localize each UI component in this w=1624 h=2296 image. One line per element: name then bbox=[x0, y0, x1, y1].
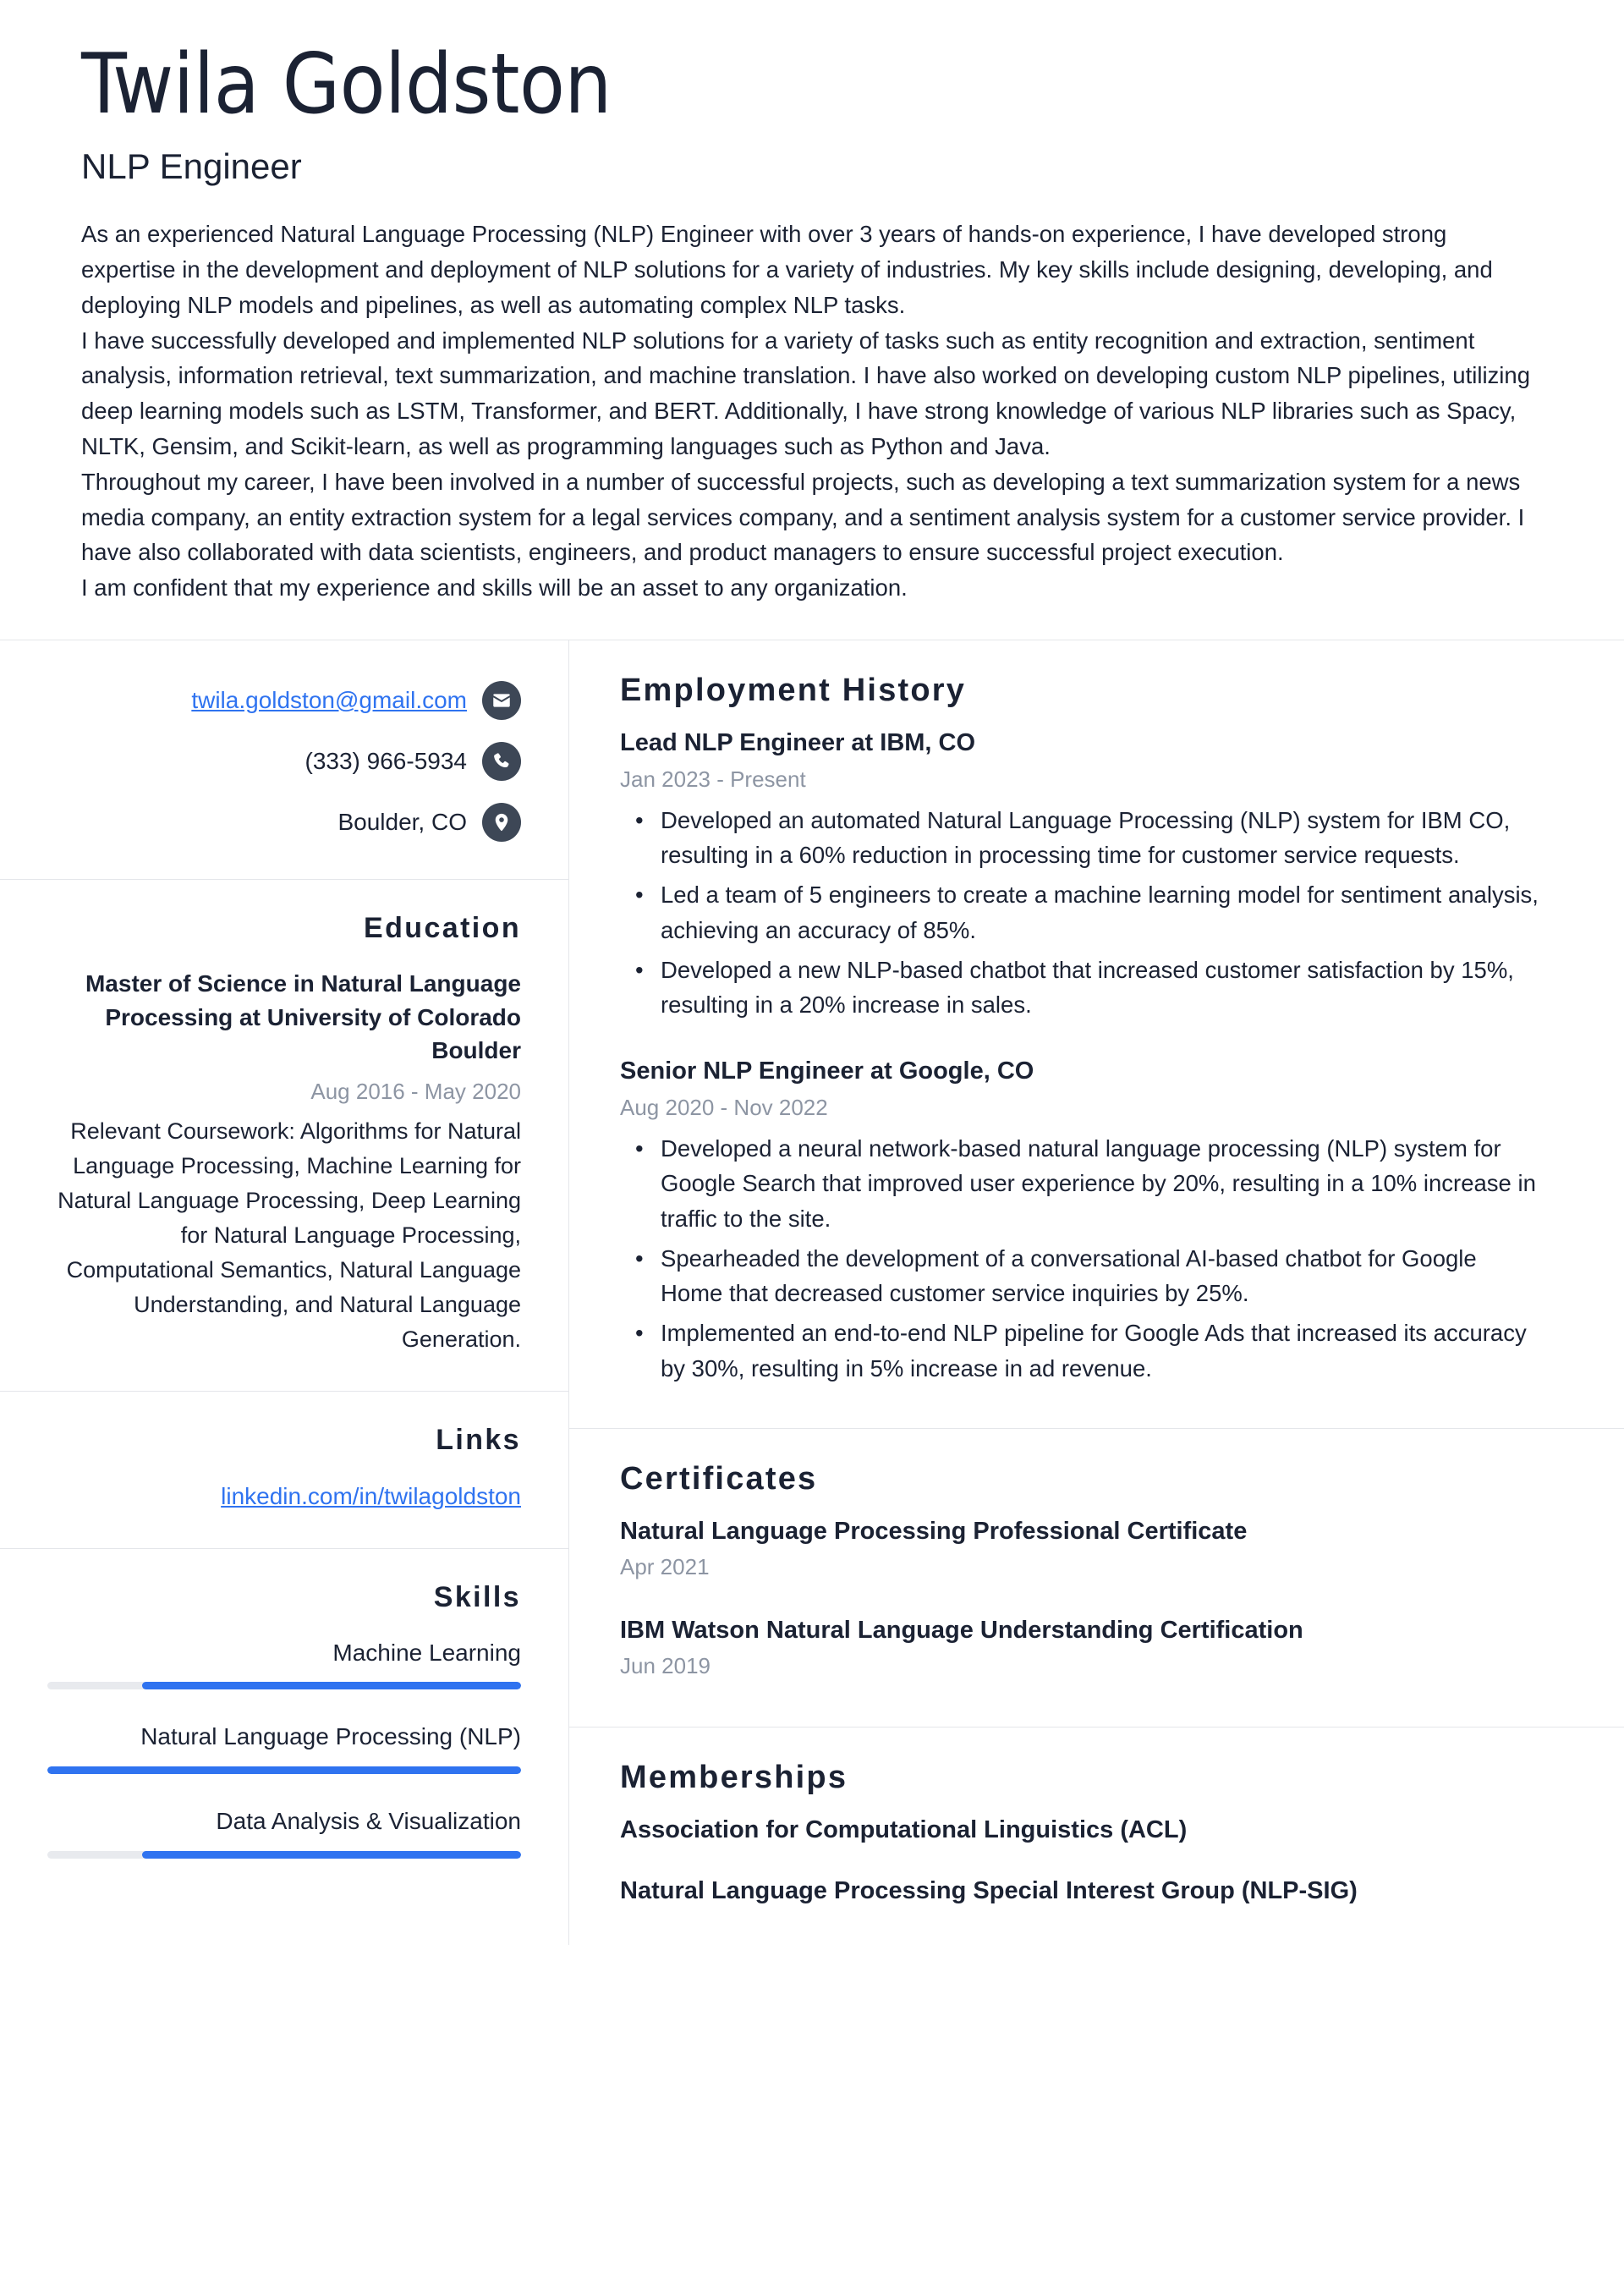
employment-entries bbox=[620, 728, 1543, 1386]
education-entry bbox=[47, 967, 521, 1357]
skill-label: Data Analysis & Visualization bbox=[216, 1808, 521, 1835]
skill-progress-bar bbox=[47, 1682, 521, 1689]
certificate-title: Natural Language Processing Professional Certificate bbox=[620, 1517, 1248, 1545]
skill-progress-fill bbox=[142, 1682, 521, 1689]
skill-item bbox=[47, 1636, 521, 1690]
profile-link[interactable]: linkedin.com/in/twilagoldston bbox=[221, 1482, 521, 1509]
skill-label: Machine Learning bbox=[332, 1639, 521, 1666]
contact-item bbox=[47, 803, 521, 842]
links-section bbox=[0, 1391, 568, 1548]
job-title: NLP Engineer bbox=[81, 146, 302, 186]
membership-entry: Association for Computational Linguistics (ACL) bbox=[620, 1816, 1188, 1844]
summary-paragraph: I am confident that my experience and skills will be an asset to any organization. bbox=[81, 574, 908, 601]
certificates-section bbox=[569, 1428, 1624, 1727]
summary-paragraph: I have successfully developed and implemented NLP solutions for a variety of tasks such as entity recognition and extraction, sentiment analysis, information retrieval, text summarization, and machine translation. I have also worked on developing custom NLP pipelines, utilizing deep learning models such as LSTM, Transformer, and BERT. Additionally, I have strong knowledge of various NLP libraries such as Spacy, NLTK, Gensim, and Scikit-learn, as well as programming languages such as Python and Java. bbox=[81, 327, 1531, 459]
summary-paragraph: As an experienced Natural Language Processing (NLP) Engineer with over 3 years of hands-on experience, I have developed strong expertise in the development and deployment of NLP solutions for a variety of industries. My key skills include designing, developing, and deploying NLP models and pipelines, as well as automating complex NLP tasks. bbox=[81, 221, 1493, 318]
list-item: • Developed a new NLP-based chatbot that increased customer satisfaction by 15%, resulting in a 20% increase in sales. bbox=[661, 953, 1543, 1023]
education-heading: Education bbox=[364, 911, 521, 944]
list-item: • Led a team of 5 engineers to create a machine learning model for sentiment analysis, achieving an accuracy of 85%. bbox=[661, 877, 1543, 948]
contact-section bbox=[0, 640, 568, 879]
skill-item bbox=[47, 1804, 521, 1859]
skill-progress-bar bbox=[47, 1766, 521, 1774]
employment-bullet-list bbox=[620, 803, 1543, 1023]
skill-progress-bar bbox=[47, 1851, 521, 1859]
contact-item bbox=[47, 742, 521, 781]
skill-progress-fill bbox=[47, 1766, 521, 1774]
membership-entries bbox=[620, 1815, 1543, 1907]
main-content bbox=[569, 640, 1624, 1945]
employment-title: Senior NLP Engineer at Google, CO bbox=[620, 1057, 1034, 1085]
skills-list bbox=[47, 1636, 521, 1859]
email-icon bbox=[482, 681, 521, 720]
contact-list bbox=[47, 673, 521, 842]
membership-entry: Natural Language Processing Special Interest Group (NLP-SIG) bbox=[620, 1877, 1358, 1905]
links-list bbox=[47, 1479, 521, 1514]
education-section bbox=[0, 879, 568, 1391]
skills-heading: Skills bbox=[433, 1580, 521, 1613]
education-description: Relevant Coursework: Algorithms for Natural Language Processing, Machine Learning for Natural Language Processing, Deep Learning for Natural Language Processing, Computational Semantics, Natural Language Understanding, and Natural Language Generation. bbox=[58, 1118, 521, 1352]
employment-entry bbox=[620, 1056, 1543, 1386]
certificates-heading: Certificates bbox=[620, 1460, 818, 1497]
education-date: Aug 2016 - May 2020 bbox=[310, 1079, 521, 1105]
resume-body bbox=[0, 640, 1624, 1945]
employment-entry bbox=[620, 728, 1543, 1022]
sidebar bbox=[0, 640, 569, 1945]
certificate-entries bbox=[620, 1516, 1543, 1682]
location-pin-icon bbox=[482, 803, 521, 842]
resume-header bbox=[0, 0, 1624, 606]
links-heading: Links bbox=[436, 1423, 521, 1456]
employment-bullet-list bbox=[620, 1131, 1543, 1386]
certificate-date: Jun 2019 bbox=[620, 1653, 710, 1679]
list-item: • Developed an automated Natural Language Processing (NLP) system for IBM CO, resulting in a 60% reduction in processing time for customer service requests. bbox=[661, 803, 1543, 873]
memberships-section bbox=[569, 1727, 1624, 1944]
skill-item bbox=[47, 1720, 521, 1774]
contact-link[interactable]: twila.goldston@gmail.com bbox=[191, 686, 467, 713]
summary-paragraph: Throughout my career, I have been involved in a number of successful projects, such as developing a text summarization system for a news media company, an entity extraction system for a legal services company, and a sentiment analysis system for a customer service provider. I have also collaborated with data scientists, engineers, and product managers to ensure successful project execution. bbox=[81, 468, 1525, 566]
employment-date: Aug 2020 - Nov 2022 bbox=[620, 1094, 828, 1120]
contact-value: Boulder, CO bbox=[337, 808, 467, 835]
certificate-entry bbox=[620, 1516, 1543, 1583]
list-item: • Developed a neural network-based natural language processing (NLP) system for Google Search that improved user experience by 20%, resulting in a 10% increase in traffic to the site. bbox=[661, 1131, 1543, 1236]
skill-label: Natural Language Processing (NLP) bbox=[140, 1723, 521, 1750]
employment-section bbox=[569, 640, 1624, 1428]
employment-title: Lead NLP Engineer at IBM, CO bbox=[620, 728, 976, 756]
contact-item[interactable] bbox=[47, 681, 521, 720]
list-item: • Implemented an end-to-end NLP pipeline for Google Ads that increased its accuracy by 30%, resulting in 5% increase in ad revenue. bbox=[661, 1316, 1543, 1386]
education-degree: Master of Science in Natural Language Processing at University of Colorado Boulder bbox=[85, 969, 521, 1064]
certificate-title: IBM Watson Natural Language Understanding Certification bbox=[620, 1616, 1303, 1644]
phone-icon bbox=[482, 742, 521, 781]
education-entries bbox=[47, 967, 521, 1357]
skills-section bbox=[0, 1548, 568, 1892]
employment-date: Jan 2023 - Present bbox=[620, 766, 806, 792]
list-item: • Spearheaded the development of a conversational AI-based chatbot for Google Home that decreased customer service inquiries by 25%. bbox=[661, 1241, 1543, 1311]
certificate-date: Apr 2021 bbox=[620, 1554, 710, 1580]
contact-value: (333) 966-5934 bbox=[304, 747, 467, 774]
page-title: Twila Goldston bbox=[81, 36, 612, 133]
certificate-entry bbox=[620, 1615, 1543, 1682]
memberships-heading: Memberships bbox=[620, 1760, 848, 1796]
employment-heading: Employment History bbox=[620, 672, 967, 708]
skill-progress-fill bbox=[142, 1851, 521, 1859]
professional-summary bbox=[81, 217, 1543, 606]
